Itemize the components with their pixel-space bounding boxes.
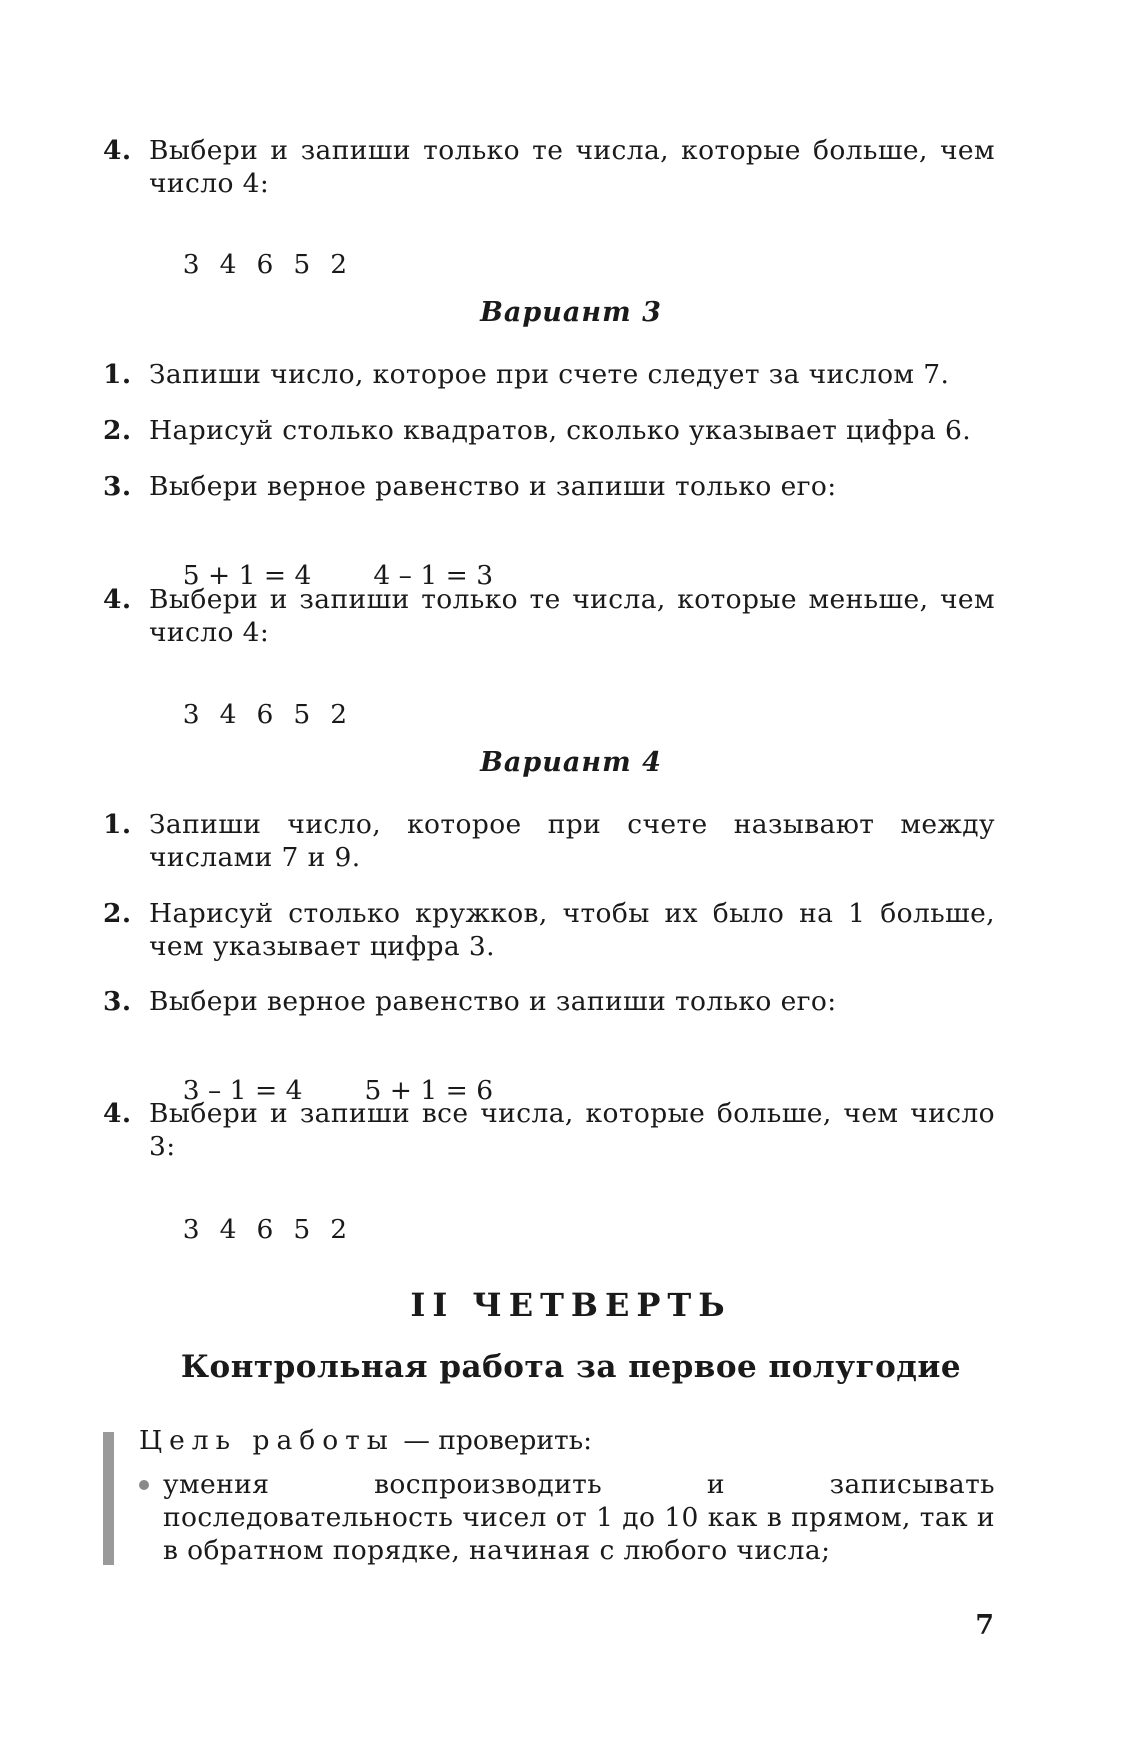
margin-bar bbox=[103, 1432, 114, 1565]
task-number: 4. bbox=[103, 584, 132, 615]
page-number: 7 bbox=[975, 1610, 994, 1641]
number-item: 2 bbox=[330, 249, 348, 280]
section-title: Контрольная работа за первое полугодие bbox=[180, 1349, 962, 1385]
number-item: 2 bbox=[330, 699, 348, 730]
number-item: 3 bbox=[182, 249, 200, 280]
quarter-heading: II ЧЕТВЕРТЬ bbox=[410, 1286, 732, 1324]
task-text: Выбери верное равенство и запиши только его: bbox=[149, 471, 837, 502]
number-item: 2 bbox=[330, 1214, 348, 1245]
number-item: 6 bbox=[256, 249, 274, 280]
task-number: 2. bbox=[103, 415, 132, 446]
number-item: 5 bbox=[293, 699, 311, 730]
task-text: Запиши число, которое при счете называют между числами 7 и 9. bbox=[149, 809, 995, 873]
task-text: Выбери и запиши только те числа, которые больше, чем число 4: bbox=[149, 135, 995, 199]
variant-3-task-2 bbox=[103, 414, 995, 447]
variant-3-task-1 bbox=[103, 358, 995, 391]
task-text: Выбери и запиши только те числа, которые меньше, чем число 4: bbox=[149, 584, 995, 648]
equation: 3 – 1 = 4 bbox=[182, 1075, 303, 1106]
variant-4-task-4 bbox=[103, 1097, 995, 1163]
equation: 5 + 1 = 4 bbox=[182, 560, 312, 591]
bullet-text: умения воспроизводить и записывать последовательность чисел от 1 до 10 как в прямом, так и в обратном порядке, начиная с любого числа; bbox=[163, 1469, 995, 1566]
number-item: 4 bbox=[219, 1214, 237, 1245]
task-4-previous bbox=[103, 134, 995, 200]
variant-4-task-2 bbox=[103, 897, 995, 963]
equation: 5 + 1 = 6 bbox=[364, 1075, 494, 1106]
task-text: Выбери и запиши все числа, которые больше, чем число 3: bbox=[149, 1098, 995, 1162]
task-number: 2. bbox=[103, 898, 132, 929]
number-item: 3 bbox=[182, 1214, 200, 1245]
goal-bullet bbox=[139, 1468, 995, 1567]
number-item: 5 bbox=[293, 249, 311, 280]
task-number: 4. bbox=[103, 135, 132, 166]
task-number: 3. bbox=[103, 471, 132, 502]
number-item: 3 bbox=[182, 699, 200, 730]
task-number: 4. bbox=[103, 1098, 132, 1129]
task-number: 1. bbox=[103, 359, 132, 390]
task-text: Нарисуй столько квадратов, сколько указывает цифра 6. bbox=[149, 415, 972, 446]
variant-3-task-4 bbox=[103, 583, 995, 649]
bullet-dot-icon bbox=[139, 1480, 149, 1490]
equation: 4 – 1 = 3 bbox=[373, 560, 494, 591]
task-number: 3. bbox=[103, 986, 132, 1017]
variant-4-heading: Вариант 4 bbox=[480, 747, 662, 778]
number-set bbox=[149, 1180, 367, 1279]
goal-text: — проверить: bbox=[394, 1425, 593, 1456]
goal-label: Цель работы bbox=[139, 1425, 395, 1456]
number-item: 4 bbox=[219, 699, 237, 730]
variant-3-task-3 bbox=[103, 470, 995, 503]
variant-3-heading: Вариант 3 bbox=[480, 297, 662, 328]
task-text: Запиши число, которое при счете следует за числом 7. bbox=[149, 359, 950, 390]
task-number: 1. bbox=[103, 809, 132, 840]
number-item: 5 bbox=[293, 1214, 311, 1245]
goal-line bbox=[139, 1424, 592, 1457]
variant-4-task-3 bbox=[103, 985, 995, 1018]
task-text: Нарисуй столько кружков, чтобы их было на 1 больше, чем указывает цифра 3. bbox=[149, 898, 995, 962]
variant-4-task-1 bbox=[103, 808, 995, 874]
number-item: 6 bbox=[256, 1214, 274, 1245]
number-item: 4 bbox=[219, 249, 237, 280]
task-text: Выбери верное равенство и запиши только его: bbox=[149, 986, 837, 1017]
number-item: 6 bbox=[256, 699, 274, 730]
